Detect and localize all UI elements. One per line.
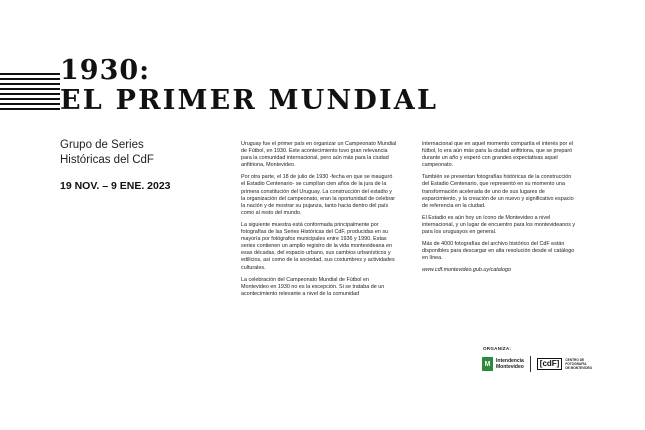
stripe — [0, 103, 60, 105]
im-line-1: Intendencia — [496, 358, 524, 364]
subtitle-line-2: Históricas del CdF — [60, 154, 154, 166]
stripe — [0, 108, 60, 110]
stripe — [0, 93, 60, 95]
page-title — [60, 56, 438, 116]
decorative-stripes — [0, 73, 60, 113]
paragraph: Uruguay fue el primer país en organizar un Campeonato Mundial de Fútbol, en 1930. Este acontecimiento tuvo gran relevancia para la comunidad internacional, pero aún más para la ciudad anfitriona, Montevideo. — [241, 141, 397, 169]
paragraph: Más de 4000 fotografías del archivo histórico del CdF están disponibles para descargar en alta resolución desde el catálogo en línea. — [422, 241, 575, 262]
paragraph: También se presentan fotografías históricas de la construcción del Estadio Centenario, que representó en su momento una transformación acelerada de uno de sus lugares de esparcimiento, y la creación de un nuevo y significativo espacio de referencia en la ciudad. — [422, 174, 574, 209]
intendencia-logo-text — [496, 358, 524, 370]
paragraph: La siguiente muestra está conformada principalmente por fotografías de las Series Históricas del CdF, producidas en su mayoría por fotógrafos municipales entre 1936 y 1990. Estas series contienen un amplio registro de la vida montevideana en esas décadas, del espacio urbano, sus cambios urbanísticos y edilicios, así como de la sociedad, sus costumbres y actividades culturales. — [241, 221, 395, 271]
catalog-link[interactable]: www.cdf.montevideo.gub.uy/catalogo — [422, 267, 511, 274]
cdf-line-1: CENTRO DE — [565, 358, 585, 362]
intendencia-logo-icon: M — [482, 357, 493, 371]
stripe — [0, 98, 60, 100]
stripe — [0, 73, 60, 75]
cdf-logo-icon: [cdF] — [537, 358, 563, 370]
stripe — [0, 83, 60, 85]
paragraph: La celebración del Campeonato Mundial de Fútbol en Montevideo en 1930 no es la excepción. Si se trataba de un acontecimiento relevante a nivel de la comunidad — [241, 276, 385, 297]
stripe — [0, 88, 60, 90]
paragraph: internacional que en aquel momento compartía el interés por el fútbol, lo era aún más para la ciudad anfitriona, que se preparó durante un año y esperó con grandes expectativas aquel campeonato. — [422, 141, 574, 169]
cdf-line-2: FOTOGRAFÍA — [565, 362, 587, 366]
im-line-2: Montevideo — [496, 364, 524, 370]
logo-divider — [530, 356, 531, 372]
title-line-2: EL PRIMER MUNDIAL — [60, 85, 439, 116]
paragraph: El Estadio es aún hoy un ícono de Montevideo a nivel internacional, y un lugar de encuentro para los montevideanos y para los uruguayos en general. — [422, 214, 576, 236]
cdf-line-3: DE MONTEVIDEO — [565, 366, 593, 370]
title-line-1: 1930: — [60, 55, 151, 86]
subtitle-line-1: Grupo de Series — [60, 139, 144, 151]
stripe — [0, 78, 60, 80]
cdf-logo-text — [565, 358, 595, 370]
sponsor-logos — [482, 356, 595, 372]
text-column-2 — [422, 141, 578, 280]
series-subtitle — [60, 138, 220, 168]
paragraph: Por otra parte, el 18 de julio de 1930 -fecha en que se inauguró el Estadio Centenario- se cumplían cien años de la jura de la primera constitución del Uruguay. La construcción del estadio y la organización del campeonato, eran la oportunidad de celebrar la nación y de mostrar su pujanza, tanto hacia dentro del país como al resto del mundo. — [241, 174, 396, 216]
organiza-label: ORGANIZA: — [483, 346, 512, 351]
exhibition-dates: 19 NOV. – 9 ENE. 2023 — [60, 180, 171, 192]
text-column-1 — [241, 141, 397, 303]
